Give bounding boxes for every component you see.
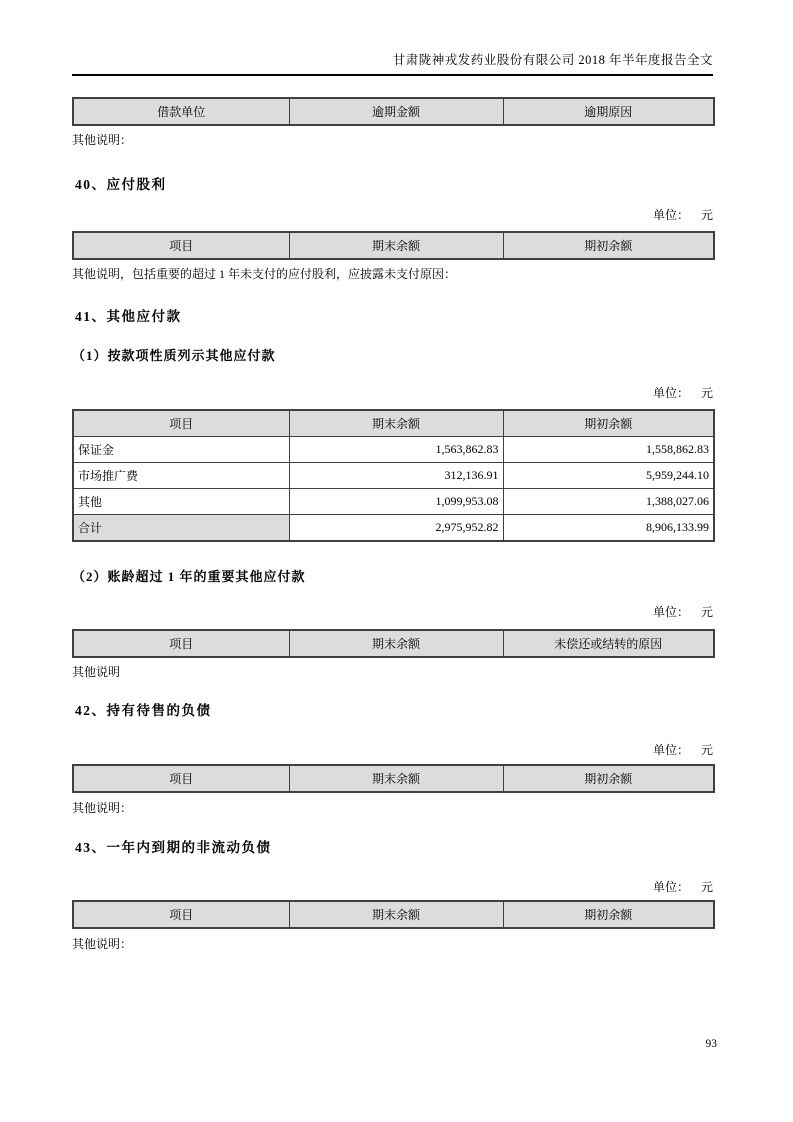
header-item: 项目: [73, 410, 289, 437]
unit-value: 元: [700, 605, 713, 619]
header-item: 项目: [73, 630, 289, 657]
held-for-sale-liabilities-table: [72, 764, 715, 793]
opening-balance-value: 5,959,244.10: [503, 463, 714, 489]
header-closing-balance: 期末余额: [289, 901, 503, 928]
table-header-row: [73, 232, 714, 259]
header-opening-balance: 期初余额: [503, 232, 714, 259]
unit-label: 单位：: [652, 743, 689, 757]
closing-balance-value: 1,563,862.83: [289, 437, 503, 463]
aged-other-payables-table: [72, 629, 715, 658]
header-opening-balance: 期初余额: [503, 765, 714, 792]
section-42-note: 其他说明：: [72, 801, 133, 815]
other-payables-table: [72, 409, 715, 542]
header-item: 项目: [73, 901, 289, 928]
unit-label: 单位：: [652, 605, 689, 619]
header-item: 项目: [73, 765, 289, 792]
overdue-note: 其他说明：: [72, 133, 133, 147]
header-closing-balance: 期末余额: [289, 410, 503, 437]
doc-header-title: 甘肃陇神戎发药业股份有限公司 2018 年半年度报告全文: [392, 53, 713, 67]
unit-line: [72, 604, 713, 620]
unit-line: [72, 385, 713, 401]
header-opening-balance: 期初余额: [503, 410, 714, 437]
row-label: 市场推广费: [73, 463, 289, 489]
row-label: 其他: [73, 489, 289, 515]
unit-value: 元: [700, 880, 713, 894]
unit-value: 元: [700, 386, 713, 400]
section-43-note: 其他说明：: [72, 937, 133, 951]
overdue-loans-table: [72, 97, 715, 126]
total-opening-balance-value: 8,906,133.99: [503, 515, 714, 542]
unit-label: 单位：: [652, 880, 689, 894]
header-overdue-amount: 逾期金额: [289, 98, 503, 125]
section-41-sub2-note: 其他说明: [72, 665, 121, 679]
header-item: 项目: [73, 232, 289, 259]
section-43-title: 43、一年内到期的非流动负债: [75, 840, 272, 855]
table-total-row: [73, 515, 714, 542]
header-closing-balance: 期末余额: [289, 630, 503, 657]
header-closing-balance: 期末余额: [289, 765, 503, 792]
section-41-title: 41、其他应付款: [75, 309, 182, 324]
table-header-row: [73, 410, 714, 437]
header-divider: [72, 74, 713, 76]
table-header-row: [73, 630, 714, 657]
noncurrent-liabilities-due-table: [72, 900, 715, 929]
opening-balance-value: 1,558,862.83: [503, 437, 714, 463]
row-label: 保证金: [73, 437, 289, 463]
header-overdue-reason: 逾期原因: [503, 98, 714, 125]
header-unpaid-reason: 未偿还或结转的原因: [503, 630, 714, 657]
total-closing-balance-value: 2,975,952.82: [289, 515, 503, 542]
unit-line: [72, 207, 713, 223]
header-borrower-unit: 借款单位: [73, 98, 289, 125]
header-closing-balance: 期末余额: [289, 232, 503, 259]
table-row: [73, 463, 714, 489]
page-number: 93: [705, 1038, 717, 1050]
unit-label: 单位：: [652, 386, 689, 400]
section-40-note: 其他说明，包括重要的超过 1 年未支付的应付股利，应披露未支付原因：: [72, 267, 457, 281]
closing-balance-value: 1,099,953.08: [289, 489, 503, 515]
unit-line: [72, 742, 713, 758]
section-41-sub2-title: （2）账龄超过 1 年的重要其他应付款: [72, 569, 306, 584]
opening-balance-value: 1,388,027.06: [503, 489, 714, 515]
table-row: [73, 437, 714, 463]
section-42-title: 42、持有待售的负债: [75, 703, 212, 718]
header-opening-balance: 期初余额: [503, 901, 714, 928]
table-row: [73, 489, 714, 515]
table-header-row: [73, 901, 714, 928]
closing-balance-value: 312,136.91: [289, 463, 503, 489]
section-41-sub1-title: （1）按款项性质列示其他应付款: [72, 348, 276, 363]
table-header-row: [73, 98, 714, 125]
section-40-title: 40、应付股利: [75, 177, 167, 192]
unit-value: 元: [700, 743, 713, 757]
table-header-row: [73, 765, 714, 792]
unit-label: 单位：: [652, 208, 689, 222]
dividends-payable-table: [72, 231, 715, 260]
unit-line: [72, 879, 713, 895]
unit-value: 元: [700, 208, 713, 222]
total-row-label: 合计: [73, 515, 289, 542]
